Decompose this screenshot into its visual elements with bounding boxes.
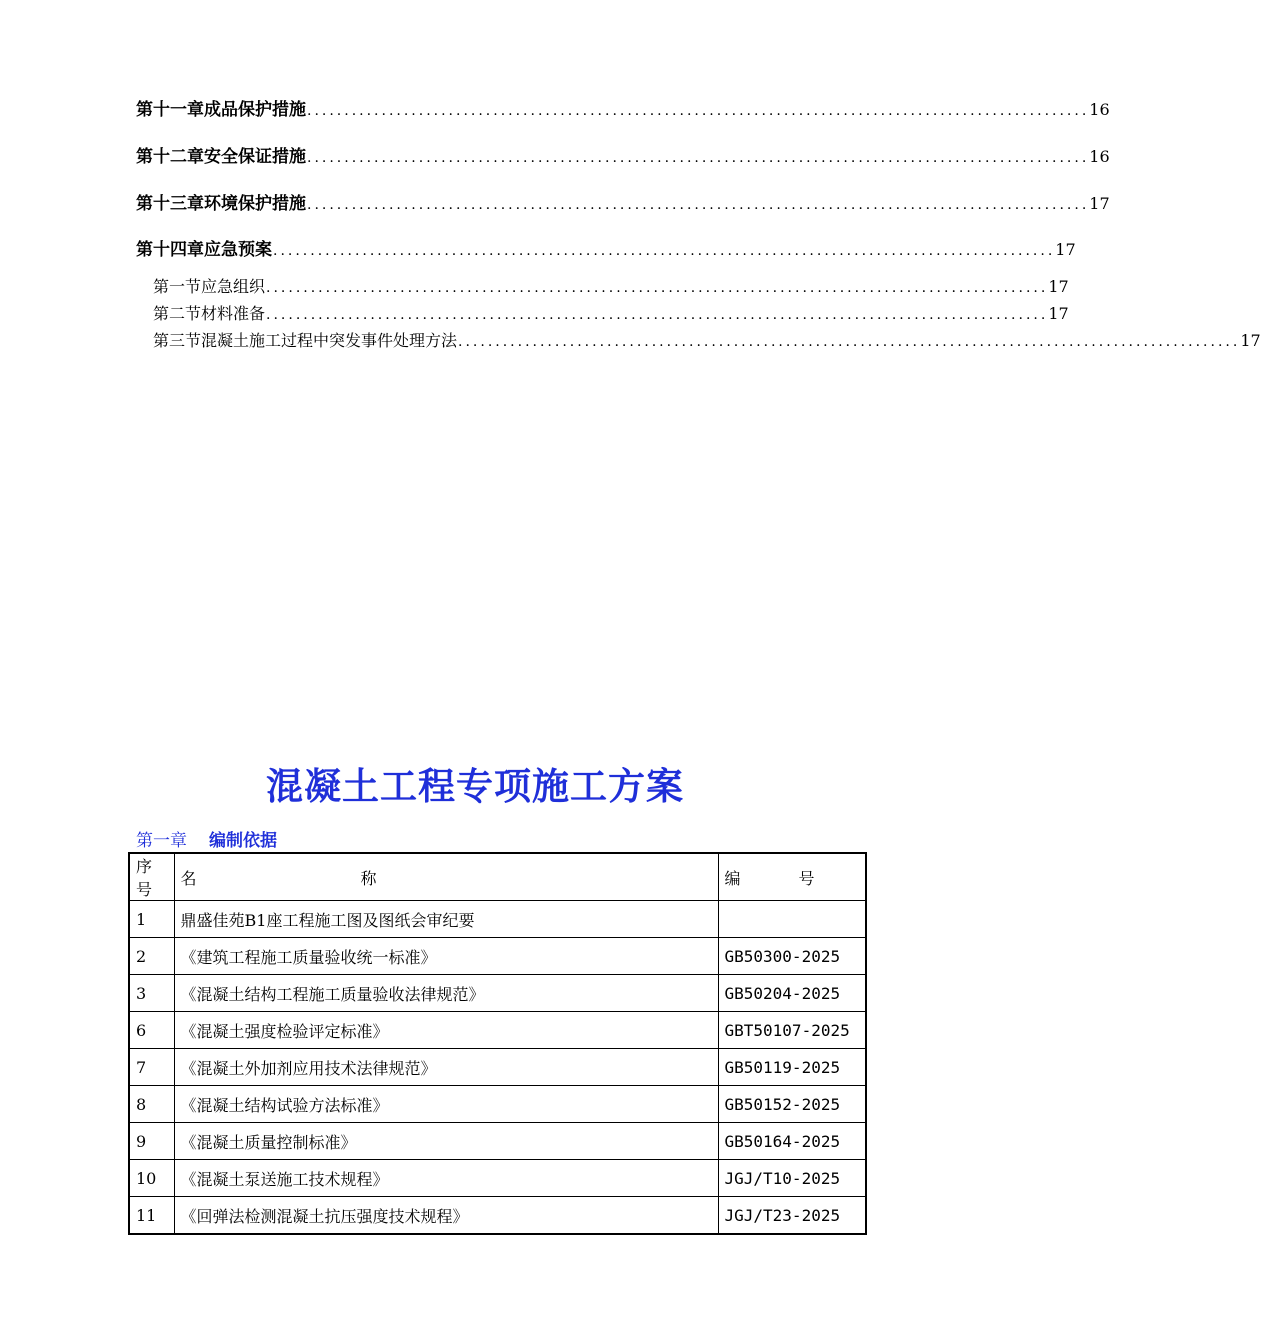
table-row	[129, 1086, 866, 1123]
toc-page-number: 16	[1089, 100, 1110, 119]
toc-chapter-number: 第十一章	[136, 100, 204, 120]
toc-page-number: 17	[1048, 304, 1069, 323]
toc-page-number: 17	[1240, 331, 1261, 350]
header-code-char-2: 号	[798, 868, 815, 888]
table-header-row	[129, 853, 866, 901]
chapter-number: 第一章	[136, 831, 187, 851]
row-code	[718, 901, 866, 938]
table-row	[129, 1160, 866, 1197]
toc-chapter-number: 第十二章	[136, 147, 204, 167]
toc-entry-section-2[interactable]	[153, 301, 1069, 324]
row-serial: 11	[129, 1197, 174, 1235]
header-code	[718, 853, 866, 901]
table-row	[129, 938, 866, 975]
table-row	[129, 975, 866, 1012]
toc-chapter-title: 安全保证措施	[204, 147, 306, 167]
toc-entry-chapter-14[interactable]	[136, 235, 1076, 260]
toc-chapter-number: 第十四章	[136, 240, 204, 260]
row-code: GB50164-2025	[718, 1123, 866, 1160]
chapter-name: 编制依据	[209, 831, 277, 851]
toc-page-number: 17	[1089, 194, 1110, 213]
toc-entry-section-1[interactable]	[153, 274, 1069, 297]
row-code: GB50300-2025	[718, 938, 866, 975]
row-code: GB50204-2025	[718, 975, 866, 1012]
table-row	[129, 1049, 866, 1086]
header-name-char-1: 名	[180, 868, 197, 888]
toc-chapter-title: 成品保护措施	[204, 100, 306, 120]
table-row	[129, 901, 866, 938]
toc-entry-chapter-12[interactable]	[136, 142, 1110, 167]
toc-section-number: 第三节	[153, 331, 202, 350]
row-name: 《回弹法检测混凝土抗压强度技术规程》	[174, 1197, 718, 1235]
header-name-char-2: 称	[360, 868, 377, 888]
row-name: 《混凝土强度检验评定标准》	[174, 1012, 718, 1049]
toc-leader-dots: .........................................................................................................	[307, 197, 1090, 213]
row-name: 《混凝土结构试验方法标准》	[174, 1086, 718, 1123]
toc-page-number: 17	[1048, 277, 1069, 296]
header-name	[174, 853, 718, 901]
toc-section-title: 混凝土施工过程中突发事件处理方法	[201, 331, 458, 350]
row-serial: 6	[129, 1012, 174, 1049]
row-code: GB50119-2025	[718, 1049, 866, 1086]
row-name: 鼎盛佳苑B1座工程施工图及图纸会审纪要	[174, 901, 718, 938]
toc-chapter-title: 应急预案	[204, 240, 272, 260]
row-code: GB50152-2025	[718, 1086, 866, 1123]
toc-section-title: 应急组织	[201, 277, 266, 296]
toc-entry-chapter-13[interactable]	[136, 189, 1110, 214]
row-name: 《建筑工程施工质量验收统一标准》	[174, 938, 718, 975]
table-row	[129, 1012, 866, 1049]
row-code: JGJ/T10-2025	[718, 1160, 866, 1197]
row-code: GBT50107-2025	[718, 1012, 866, 1049]
row-name: 《混凝土结构工程施工质量验收法律规范》	[174, 975, 718, 1012]
row-code: JGJ/T23-2025	[718, 1197, 866, 1235]
toc-leader-dots: .........................................................................................................	[307, 103, 1090, 119]
header-code-char-1: 编	[724, 868, 741, 888]
toc-chapter-title: 环境保护措施	[204, 194, 306, 214]
toc-leader-dots: .........................................................................................................	[266, 280, 1049, 296]
row-serial: 8	[129, 1086, 174, 1123]
standards-table	[128, 852, 867, 1235]
table-row	[129, 1123, 866, 1160]
document-title: 混凝土工程专项施工方案	[266, 765, 684, 808]
toc-chapter-number: 第十三章	[136, 194, 204, 214]
toc-leader-dots: .........................................................................................................	[307, 150, 1090, 166]
toc-leader-dots: .........................................................................................................	[273, 243, 1056, 259]
toc-leader-dots: .........................................................................................................	[266, 307, 1049, 323]
toc-entry-section-3[interactable]	[153, 328, 1261, 351]
row-name: 《混凝土外加剂应用技术法律规范》	[174, 1049, 718, 1086]
toc-section-number: 第一节	[153, 277, 202, 296]
toc-entry-chapter-11[interactable]	[136, 95, 1110, 120]
row-serial: 3	[129, 975, 174, 1012]
row-serial: 7	[129, 1049, 174, 1086]
row-serial: 9	[129, 1123, 174, 1160]
row-serial: 10	[129, 1160, 174, 1197]
table-row	[129, 1197, 866, 1235]
row-serial: 1	[129, 901, 174, 938]
toc-leader-dots: .........................................................................................................	[458, 334, 1241, 350]
header-serial: 序号	[129, 853, 174, 901]
row-name: 《混凝土质量控制标准》	[174, 1123, 718, 1160]
row-serial: 2	[129, 938, 174, 975]
toc-page-number: 17	[1055, 240, 1076, 259]
toc-section-number: 第二节	[153, 304, 202, 323]
toc-section-title: 材料准备	[201, 304, 266, 323]
toc-page-number: 16	[1089, 147, 1110, 166]
chapter-heading	[136, 826, 277, 851]
row-name: 《混凝土泵送施工技术规程》	[174, 1160, 718, 1197]
